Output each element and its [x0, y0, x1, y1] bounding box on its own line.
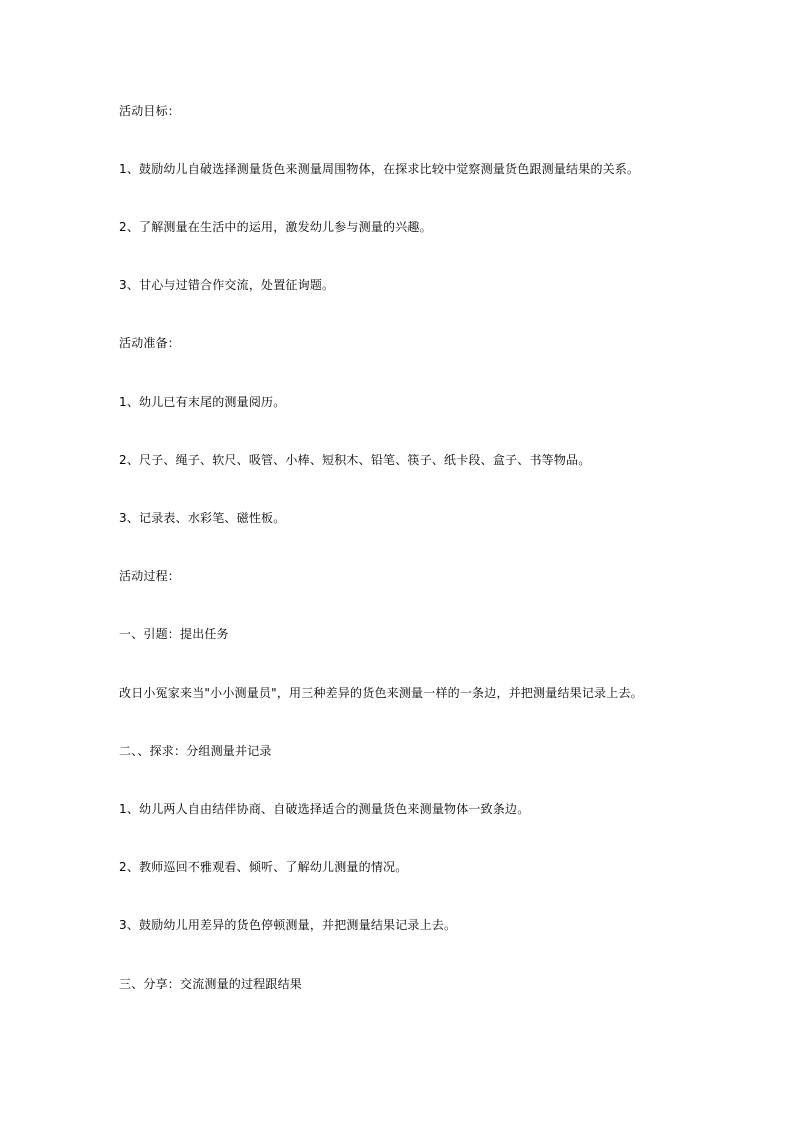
process-step-1-text: 改日小冤家来当"小小测量员"，用三种差异的货色来测量一样的一条边，并把测量结果记录上去。 [119, 686, 643, 700]
goal-item-1: 1、鼓励幼儿自破选择测量货色来测量周围物体，在探求比较中觉察测量货色跟测量结果的关系。 [119, 162, 640, 176]
process-step-3-title: 三、分享：交流测量的过程跟结果 [119, 977, 303, 991]
process-step-2-item-2: 2、教师巡回不雅观看、倾听、了解幼儿测量的情况。 [119, 860, 408, 874]
process-step-2-title: 二、、探求：分组测量并记录 [119, 744, 272, 758]
goal-item-2: 2、了解测量在生活中的运用，激发幼儿参与测量的兴趣。 [119, 220, 432, 234]
heading-activity-preparation: 活动准备： [119, 336, 181, 350]
goal-item-3: 3、甘心与过错合作交流，处置征询题。 [119, 278, 335, 292]
process-step-2-item-1: 1、幼儿两人自由结伴协商、自破选择适合的测量货色来测量物体一致条边。 [119, 802, 530, 816]
preparation-item-3: 3、记录表、水彩笔、磁性板。 [119, 511, 286, 525]
preparation-item-1: 1、幼儿已有末尾的测量阅历。 [119, 395, 286, 409]
process-step-1-title: 一、引题：提出任务 [119, 627, 229, 641]
heading-activity-goals: 活动目标： [119, 104, 181, 118]
heading-activity-process: 活动过程： [119, 569, 181, 583]
preparation-item-2: 2、尺子、绳子、软尺、吸管、小棒、短积木、铅笔、筷子、纸卡段、盒子、书等物品。 [119, 453, 591, 467]
process-step-2-item-3: 3、鼓励幼儿用差异的货色停顿测量，并把测量结果记录上去。 [119, 918, 457, 932]
